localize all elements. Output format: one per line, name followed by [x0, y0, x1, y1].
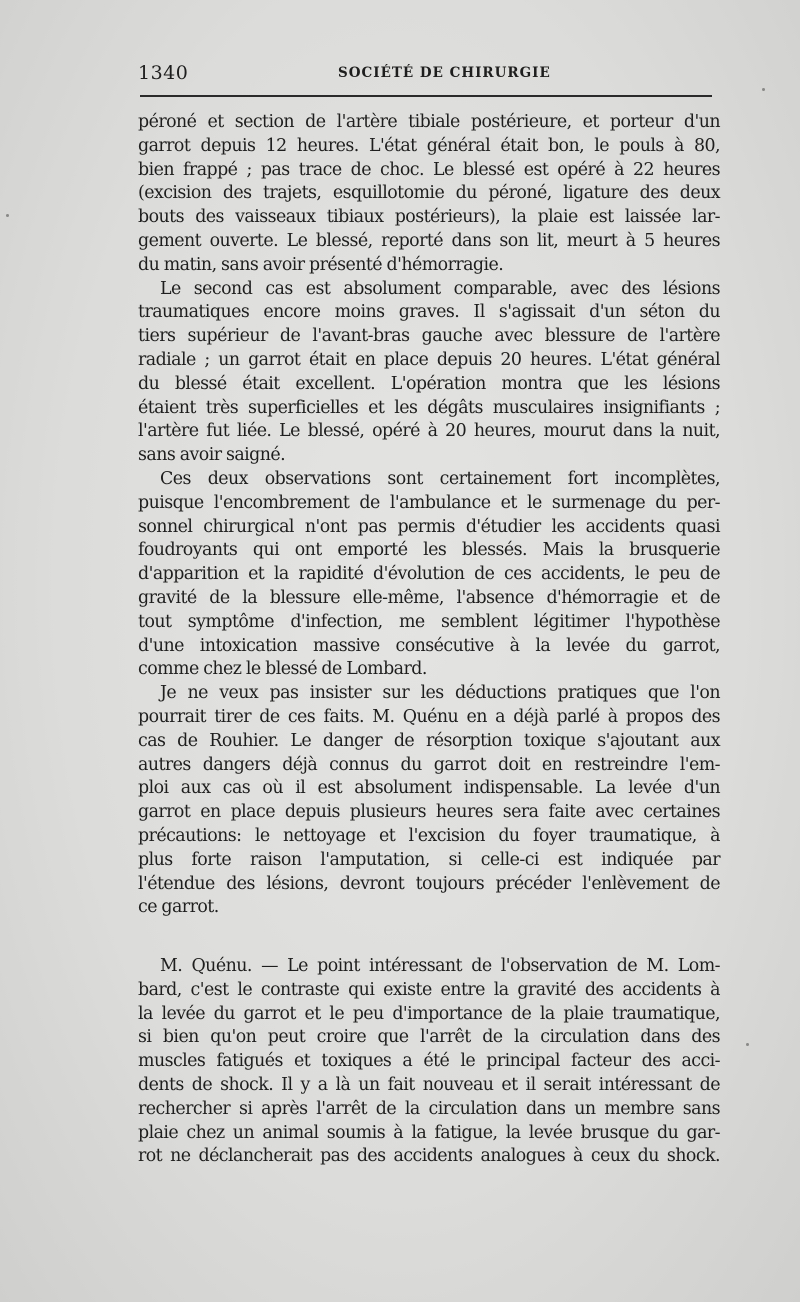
- text-line: radiale ; un garrot était en place depuis 20 heures. L'état général: [138, 349, 720, 370]
- text-line: dents de shock. Il y a là un fait nouveau et il serait intéressant de: [138, 1075, 720, 1096]
- text-line: si bien qu'on peut croire que l'arrêt de la circulation dans des: [138, 1027, 720, 1048]
- text-line: d'une intoxication massive consécutive à la levée du garrot,: [138, 635, 720, 656]
- text-line: plus forte raison l'amputation, si celle-ci est indiquée par: [138, 849, 720, 870]
- text-line: muscles fatigués et toxiques a été le principal facteur des acci-: [138, 1051, 720, 1072]
- text-line: M. Quénu. — Le point intéressant de l'observation de M. Lom-: [160, 956, 720, 977]
- text-line: autres dangers déjà connus du garrot doit en restreindre l'em-: [138, 754, 720, 775]
- text-line: rot ne déclancherait pas des accidents analogues à ceux du shock.: [138, 1146, 720, 1167]
- text-line: foudroyants qui ont emporté les blessés. Mais la brusquerie: [138, 540, 720, 561]
- text-line: ploi aux cas où il est absolument indispensable. La levée d'un: [138, 778, 720, 799]
- text-line: Le second cas est absolument comparable, avec des lésions: [160, 278, 720, 299]
- paragraph-1: [138, 111, 720, 278]
- page-header: [138, 62, 720, 86]
- text-line: ce garrot.: [138, 897, 219, 918]
- paragraph-3: [138, 468, 720, 682]
- text-line: rechercher si après l'arrêt de la circulation dans un membre sans: [138, 1098, 720, 1119]
- scan-speck: [6, 214, 9, 217]
- text-line: bard, c'est le contraste qui existe entre la gravité des accidents à: [138, 979, 720, 1000]
- text-line: du blessé était excellent. L'opération montra que les lésions: [138, 373, 720, 394]
- text-line: tout symptôme d'infection, me semblent légitimer l'hypothèse: [138, 611, 720, 632]
- text-line: Ces deux observations sont certainement fort incomplètes,: [160, 468, 720, 489]
- text-line: précautions: le nettoyage et l'excision du foyer traumatique, à: [138, 825, 720, 846]
- text-line: l'étendue des lésions, devront toujours précéder l'enlèvement de: [138, 873, 720, 894]
- text-line: tiers supérieur de l'avant-bras gauche avec blessure de l'artère: [138, 326, 720, 347]
- text-line: (excision des trajets, esquillotomie du péroné, ligature des deux: [138, 183, 720, 204]
- section-gap: [138, 920, 720, 955]
- running-head: SOCIÉTÉ DE CHIRURGIE: [338, 65, 551, 81]
- text-line: péroné et section de l'artère tibiale postérieure, et porteur d'un: [138, 112, 720, 132]
- text-line: du matin, sans avoir présenté d'hémorragie.: [138, 254, 504, 275]
- text-line: comme chez le blessé de Lombard.: [138, 659, 427, 680]
- scan-speck: [746, 1043, 749, 1046]
- text-line: cas de Rouhier. Le danger de résorption toxique s'ajoutant aux: [138, 730, 720, 751]
- text-line: gement ouverte. Le blessé, reporté dans son lit, meurt à 5 heures: [138, 230, 720, 251]
- text-line: étaient très superficielles et les dégâts musculaires insignifiants ;: [138, 397, 720, 418]
- paragraph-quenu: [138, 955, 720, 1169]
- text-line: sans avoir saigné.: [138, 445, 286, 466]
- text-line: pourrait tirer de ces faits. M. Quénu en a déjà parlé à propos des: [138, 706, 720, 727]
- text-line: garrot depuis 12 heures. L'état général était bon, le pouls à 80,: [138, 135, 720, 156]
- body-text: [138, 111, 720, 1169]
- paragraph-2: [138, 278, 720, 468]
- text-line: garrot en place depuis plusieurs heures sera faite avec certaines: [138, 802, 720, 823]
- text-line: gravité de la blessure elle-même, l'absence d'hémorragie et de: [138, 587, 720, 608]
- scan-speck: [762, 88, 765, 91]
- header-rule: [140, 95, 712, 97]
- text-line: plaie chez un animal soumis à la fatigue, la levée brusque du gar-: [138, 1122, 720, 1143]
- text-line: l'artère fut liée. Le blessé, opéré à 20 heures, mourut dans la nuit,: [138, 421, 720, 442]
- text-line: traumatiques encore moins graves. Il s'agissait d'un séton du: [138, 302, 720, 323]
- text-line: sonnel chirurgical n'ont pas permis d'étudier les accidents quasi: [138, 516, 720, 537]
- text-line: d'apparition et la rapidité d'évolution de ces accidents, le peu de: [138, 564, 720, 585]
- text-line: bouts des vaisseaux tibiaux postérieurs), la plaie est laissée lar-: [138, 207, 720, 228]
- text-line: la levée du garrot et le peu d'importance de la plaie traumatique,: [138, 1003, 720, 1024]
- text-line: bien frappé ; pas trace de choc. Le blessé est opéré à 22 heures: [138, 159, 720, 180]
- paragraph-4: [138, 682, 720, 920]
- text-line: puisque l'encombrement de l'ambulance et le surmenage du per-: [138, 492, 720, 513]
- text-line: Je ne veux pas insister sur les déductions pratiques que l'on: [160, 683, 720, 704]
- page-number: 1340: [138, 62, 189, 84]
